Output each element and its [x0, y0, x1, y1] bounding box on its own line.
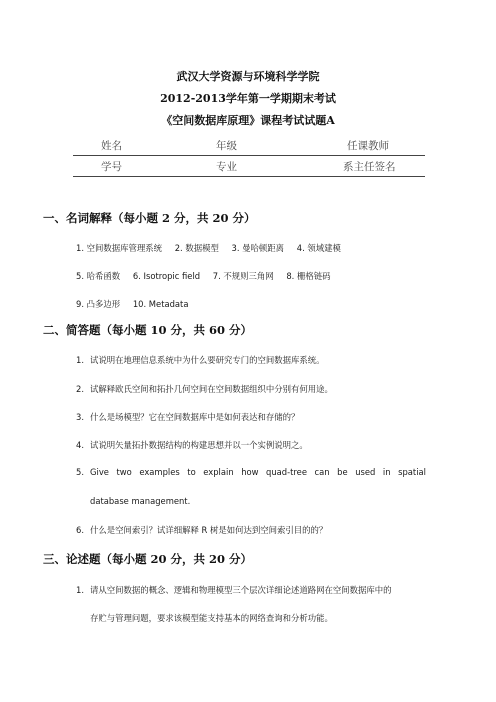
- term-item: 7. 不规则三角网: [212, 271, 274, 281]
- course-title: 《空间数据库原理》课程考试试题A: [161, 114, 335, 127]
- student-info-table: [73, 135, 425, 177]
- student-id-label: 学号: [101, 161, 122, 173]
- dean-signature-label: 系主任签名: [343, 161, 396, 173]
- question-text: 试说明在地理信息系统中为什么要研究专门的空间数据库系统。: [90, 355, 325, 365]
- info-row-1: [73, 135, 425, 156]
- section2-title: 二、简答题（每小题 10 分，共 60 分）: [43, 323, 253, 337]
- university-title: 武汉大学资源与环境科学学院: [176, 70, 320, 83]
- question-text: 试说明矢量拓扑数据结构的构建思想并以一个实例说明之。: [90, 440, 308, 450]
- question-2-4: [76, 439, 308, 451]
- question-3-1-continued: 存贮与管理问题，要求该模型能支持基本的网络查询和分析功能。: [90, 613, 333, 623]
- question-number: 1.: [76, 355, 84, 365]
- question-2-6: [76, 524, 327, 536]
- section1-terms-line3: [76, 298, 188, 310]
- term-item: 8. 栅格链码: [286, 271, 331, 281]
- term-item: 4. 领域建模: [296, 243, 341, 253]
- section3-title: 三、论述题（每小题 20 分，共 20 分）: [43, 552, 253, 566]
- term-item: 9. 凸多边形: [76, 299, 121, 309]
- question-2-1: [76, 354, 325, 366]
- section1-terms-line2: [76, 270, 331, 282]
- question-2-2: [76, 383, 333, 395]
- question-text: 请从空间数据的概念、逻辑和物理模型三个层次详细论述道路网在空间数据库中的: [90, 585, 392, 595]
- question-2-5-continued: database management.: [90, 496, 191, 506]
- name-label: 姓名: [101, 140, 122, 152]
- term-item: 10. Metadata: [132, 299, 189, 309]
- section1-terms-line1: [76, 242, 341, 254]
- question-2-5: [76, 467, 426, 477]
- grade-label: 年级: [216, 140, 237, 152]
- question-text: 试解释欧氏空间和拓扑几何空间在空间数据组织中分别有何用途。: [90, 384, 333, 394]
- question-number: 2.: [76, 384, 84, 394]
- question-number: 1.: [76, 585, 84, 595]
- term-item: 3. 曼哈顿距离: [231, 243, 285, 253]
- question-text: 什么是空间索引？试详细解释 R 树是如何达到空间索引目的的？: [90, 525, 328, 535]
- term-item: 6. Isotropic field: [132, 271, 201, 281]
- term-item: 2. 数据模型: [174, 243, 219, 253]
- exam-term: 2012-2013学年第一学期期末考试: [160, 92, 336, 105]
- question-number: 6.: [76, 525, 84, 535]
- question-number: 5.: [76, 467, 84, 477]
- section1-title: 一、名词解释（每小题 2 分，共 20 分）: [43, 211, 256, 225]
- question-3-1: [76, 584, 392, 596]
- question-text: 什么是场模型？它在空间数据库中是如何表达和存储的？: [90, 412, 300, 422]
- info-row-2: [73, 156, 425, 177]
- teacher-label: 任课教师: [347, 140, 389, 152]
- question-number: 4.: [76, 440, 84, 450]
- term-item: 1. 空间数据库管理系统: [76, 243, 163, 253]
- term-item: 5. 哈希函数: [76, 271, 121, 281]
- question-text: Give two examples to explain how quad-tree can be used in spatial: [90, 467, 426, 477]
- question-2-3: [76, 411, 299, 423]
- major-label: 专业: [216, 161, 237, 173]
- question-number: 3.: [76, 412, 84, 422]
